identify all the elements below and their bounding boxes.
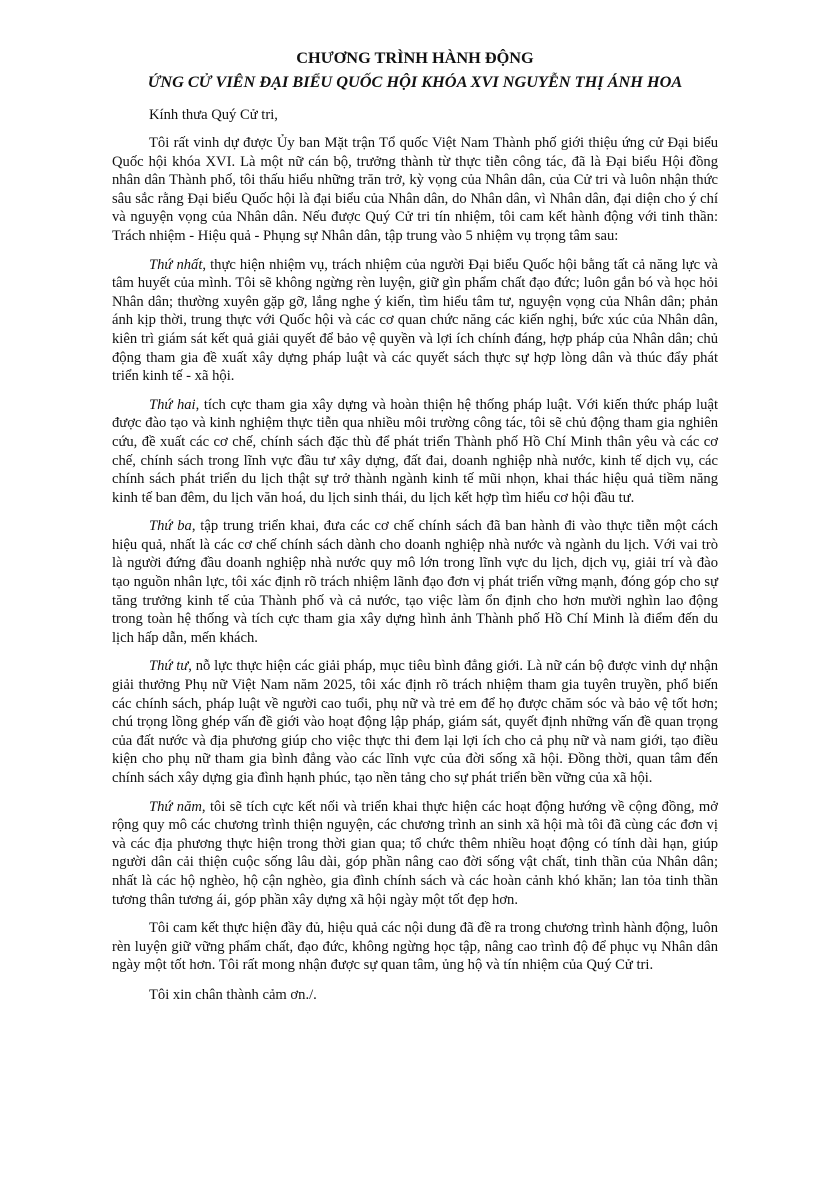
task-paragraph-1 xyxy=(112,256,718,386)
document-page xyxy=(112,46,718,1005)
task-paragraph-4 xyxy=(112,657,718,787)
intro-paragraph: Tôi rất vinh dự được Ủy ban Mặt trận Tổ quốc Việt Nam Thành phố giới thiệu ứng cử Đại biểu Quốc hội khóa XVI. Là một nữ cán bộ, trưởng thành từ thực tiễn công tác, đã là Đại biểu Hội đồng nhân dân Thành phố, tôi thấu hiểu những trăn trở, kỳ vọng của Nhân dân, của Cử tri và luôn nhận thức sâu sắc rằng Đại biểu Quốc hội là đại biểu của Nhân dân, do Nhân dân, vì Nhân dân, đại diện cho ý chí và nguyện vọng của Nhân dân. Nếu được Quý Cử tri tín nhiệm, tôi cam kết hành động với tinh thần: Trách nhiệm - Hiệu quả - Phụng sự Nhân dân, tập trung vào 5 nhiệm vụ trọng tâm sau: xyxy=(112,135,718,244)
task-paragraph-3 xyxy=(112,517,718,647)
task-paragraph-5 xyxy=(112,798,718,910)
task-text: , tập trung triển khai, đưa các cơ chế chính sách đã ban hành đi vào thực tiễn một cách hiệu quả, nhất là các cơ chế chính sách dành cho doanh nghiệp nhà nước và ngành du lịch. Với vai trò là người đứng đầu doanh nghiệp nhà nước quy mô lớn trong lĩnh vực du lịch, dịch vụ, giải trí và đào tạo nguồn nhân lực, tôi xác định rõ trách nhiệm lãnh đạo đơn vị phát triển vững mạnh, đóng góp cho sự tăng trưởng kinh tế của Thành phố và cả nước, tạo việc làm ổn định cho hơn mười nghìn lao động trong toàn hệ thống và tích cực tham gia xây dựng hình ảnh Thành phố Hồ Chí Minh là điểm đến du lịch hấp dẫn, mến khách. xyxy=(112,518,718,646)
greeting: Kính thưa Quý Cử tri, xyxy=(149,107,278,123)
task-paragraph-2 xyxy=(112,396,718,508)
task-lead: Thứ tư xyxy=(149,658,189,675)
task-text: , nỗ lực thực hiện các giải pháp, mục tiêu bình đẳng giới. Là nữ cán bộ được vinh dự nhận giải thưởng Phụ nữ Việt Nam năm 2025, tôi xác định rõ trách nhiệm tham gia tuyên truyền, phổ biến các chính sách, pháp luật về người cao tuổi, phụ nữ và trẻ em để họ được chăm sóc và bảo vệ tốt hơn; chú trọng lồng ghép vấn đề giới vào hoạt động lập pháp, giám sát, quyết định những vấn đề quan trọng của đất nước và địa phương giúp cho việc thực thi đem lại lợi ích cho cả phụ nữ và nam giới, tạo điều kiện cho phụ nữ tham gia bình đẳng vào các lĩnh vực của đời sống xã hội. Đồng thời, quan tâm đến chính sách xây dựng gia đình hạnh phúc, tạo nền tảng cho sự phát triển bền vững của xã hội. xyxy=(112,658,718,786)
task-lead: Thứ hai xyxy=(149,396,196,413)
task-lead: Thứ nhất xyxy=(149,256,203,273)
task-text: , tích cực tham gia xây dựng và hoàn thiện hệ thống pháp luật. Với kiến thức pháp luật được đào tạo và kinh nghiệm thực tiễn qua nhiều môi trường công tác, tôi sẽ chủ động tham gia nghiên cứu, đề xuất các cơ chế, chính sách đặc thù để phát triển Thành phố Hồ Chí Minh thân yêu và các cơ chế, chính sách trong lĩnh vực đầu tư xây dựng, đất đai, doanh nghiệp nhà nước, kinh tế dịch vụ, các chính sách phát triển du lịch thật sự trở thành ngành kinh tế mũi nhọn, khai thác hiệu quả tiềm năng kinh tế ban đêm, du lịch văn hoá, du lịch sinh thái, du lịch kết hợp tìm hiểu cơ hội đầu tư. xyxy=(112,396,718,506)
commitment-paragraph: Tôi cam kết thực hiện đầy đủ, hiệu quả các nội dung đã đề ra trong chương trình hành động, luôn rèn luyện giữ vững phẩm chất, đạo đức, không ngừng học tập, nâng cao trình độ để phục vụ Nhân dân ngày một tốt hơn. Tôi rất mong nhận được sự quan tâm, ủng hộ và tín nhiệm của Quý Cử tri. xyxy=(112,920,718,974)
document-title: CHƯƠNG TRÌNH HÀNH ĐỘNG xyxy=(296,48,534,67)
document-subtitle: ỨNG CỬ VIÊN ĐẠI BIỂU QUỐC HỘI KHÓA XVI NGUYỄN THỊ ÁNH HOA xyxy=(147,72,683,91)
closing-line: Tôi xin chân thành cảm ơn./. xyxy=(149,986,317,1003)
task-text: , tôi sẽ tích cực kết nối và triển khai thực hiện các hoạt động hướng về cộng đồng, mở rộng quy mô các chương trình thiện nguyện, các chương trình an sinh xã hội mà tôi đã cùng các đơn vị và các địa phương thực hiện trong thời gian qua; tổ chức thêm nhiều hoạt động có tính dài hạn, giúp người dân cải thiện cuộc sống lâu dài, góp phần nâng cao đời sống vật chất, tinh thần của Nhân dân; nhất là các hộ nghèo, hộ cận nghèo, gia đình chính sách và các hoàn cảnh khó khăn; lan tỏa tinh thần tương thân tương ái, góp phần xây dựng xã hội ngày một tốt đẹp hơn. xyxy=(112,798,718,908)
task-text: , thực hiện nhiệm vụ, trách nhiệm của người Đại biểu Quốc hội bằng tất cả năng lực và tâm huyết của mình. Tôi sẽ không ngừng rèn luyện, giữ gìn phẩm chất đạo đức; luôn gắn bó và học hỏi Nhân dân; thường xuyên gặp gỡ, lắng nghe ý kiến, tìm hiểu tâm tư, nguyện vọng của Nhân dân; phản ánh kịp thời, trung thực với Quốc hội và các cơ quan chức năng các kiến nghị, bức xúc của Nhân dân, kiên trì giám sát kết quả giải quyết để bảo vệ quyền và lợi ích chính đáng, hợp pháp của Nhân dân; chủ động tham gia đề xuất xây dựng pháp luật và các quyết sách thực sự hợp lòng dân và thúc đẩy phát triển kinh tế - xã hội. xyxy=(112,256,718,385)
task-lead: Thứ ba xyxy=(149,518,192,535)
task-lead: Thứ năm xyxy=(149,798,202,815)
